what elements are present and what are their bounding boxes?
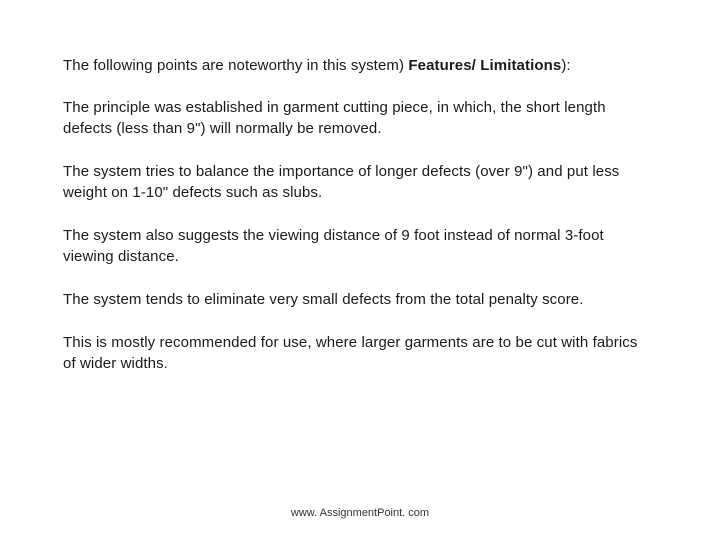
point-paragraph-3: The system also suggests the viewing distance of 9 foot instead of normal 3-foot viewing distance. (63, 227, 604, 265)
intro-paragraph (63, 55, 653, 76)
footer-website: www. AssignmentPoint. com (290, 507, 430, 519)
slide-body (63, 55, 653, 396)
point-paragraph-2: The system tries to balance the importance of longer defects (over 9") and put less weight on 1-10" defects such as slubs. (63, 163, 620, 201)
intro-prefix: The following points are noteworthy in this system) (63, 57, 409, 74)
point-paragraph-4: The system tends to eliminate very small defects from the total penalty score. (63, 291, 584, 308)
point-paragraph-1: The principle was established in garment cutting piece, in which, the short length defects (less than 9") will normally be removed. (63, 99, 606, 137)
point-paragraph-5: This is mostly recommended for use, where larger garments are to be cut with fabrics of wider widths. (63, 334, 638, 372)
intro-suffix: ): (561, 57, 571, 74)
intro-bold-term: Features/ Limitations (408, 57, 562, 74)
